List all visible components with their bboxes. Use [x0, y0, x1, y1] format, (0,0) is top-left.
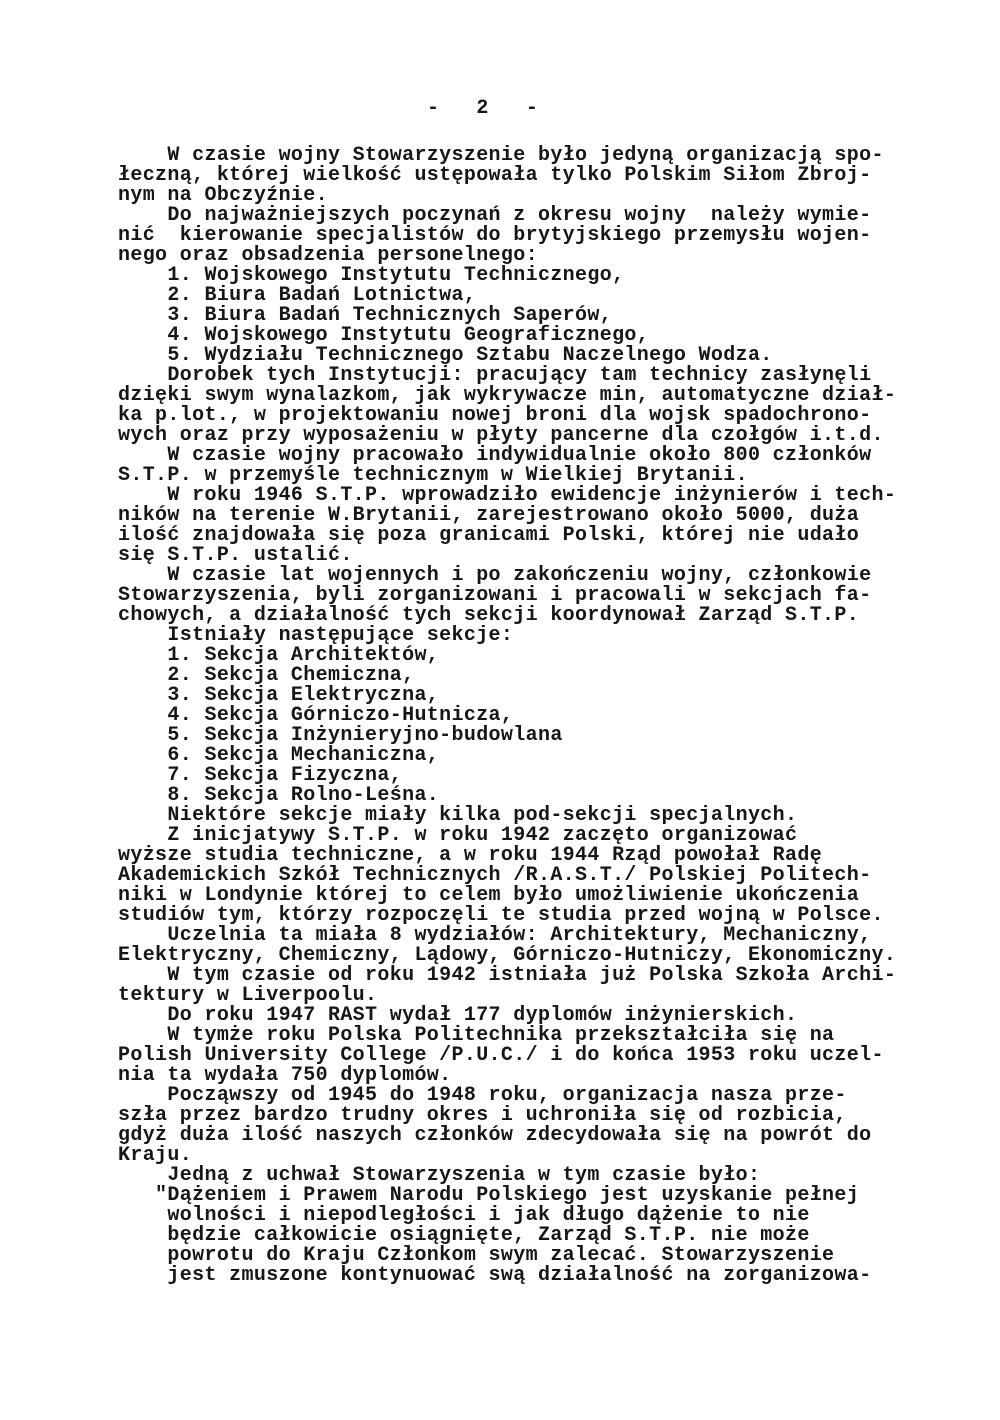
text-line: ników na terenie W.Brytanii, zarejestrowano około 5000, duża: [118, 504, 860, 527]
text-line: 5. Sekcja Inżynieryjno-budowlana: [118, 724, 563, 747]
text-line: Uczelnia ta miała 8 wydziałów: Architektury, Mechaniczny,: [118, 924, 872, 947]
text-line: Akademickich Szkół Technicznych /R.A.S.T./ Polskiej Politech-: [118, 864, 872, 887]
text-line: chowych, a działalność tych sekcji koordynował Zarząd S.T.P.: [118, 604, 860, 627]
text-line: nym na Obczyźnie.: [118, 184, 328, 207]
text-line: Do najważniejszych poczynań z okresu wojny należy wymie-: [118, 204, 872, 227]
text-line: wych oraz przy wyposażeniu w płyty pancerne dla czołgów i.t.d.: [118, 424, 884, 447]
text-line: Elektryczny, Chemiczny, Lądowy, Górniczo-Hutniczy, Ekonomiczny.: [118, 944, 897, 967]
text-line: 1. Sekcja Architektów,: [118, 644, 440, 667]
text-line: powrotu do Kraju Członkom swym zalecać. Stowarzyszenie: [118, 1244, 835, 1267]
text-line: Do roku 1947 RAST wydał 177 dyplomów inżynierskich.: [118, 1004, 798, 1027]
text-line: Niektóre sekcje miały kilka pod-sekcji specjalnych.: [118, 804, 798, 827]
text-line: Polish University College /P.U.C./ i do końca 1953 roku uczel-: [118, 1044, 884, 1067]
text-line: Dorobek tych Instytucji: pracujący tam technicy zasłynęli: [118, 364, 872, 387]
text-line: będzie całkowicie osiągnięte, Zarząd S.T.P. nie może: [118, 1224, 810, 1247]
text-line: W czasie wojny pracowało indywidualnie około 800 członków: [118, 444, 872, 467]
text-line: Stowarzyszenia, byli zorganizowani i pracowali w sekcjach fa-: [118, 584, 872, 607]
text-line: Począwszy od 1945 do 1948 roku, organizacja nasza prze-: [118, 1084, 847, 1107]
text-line: W czasie lat wojennych i po zakończeniu wojny, członkowie: [118, 564, 872, 587]
page-number: - 2 -: [427, 97, 539, 120]
text-line: 2. Sekcja Chemiczna,: [118, 664, 415, 687]
text-line: jest zmuszone kontynuować swą działalność na zorganizowa-: [118, 1264, 872, 1287]
text-line: wyższe studia techniczne, a w roku 1944 Rząd powołał Radę: [118, 844, 823, 867]
text-line: łeczną, której wielkość ustępowała tylko Polskim Siłom Zbroj-: [118, 164, 872, 187]
text-line: szła przez bardzo trudny okres i uchroniła się od rozbicia,: [118, 1104, 847, 1127]
text-line: ilość znajdowała się poza granicami Polski, której nie udało: [118, 524, 860, 547]
document-body: [118, 146, 918, 1286]
text-line: nić kierowanie specjalistów do brytyjskiego przemysłu wojen-: [118, 224, 872, 247]
text-line: W czasie wojny Stowarzyszenie było jedyną organizacją spo-: [118, 144, 884, 167]
text-line: Jedną z uchwał Stowarzyszenia w tym czasie było:: [118, 1164, 761, 1187]
text-line: Z inicjatywy S.T.P. w roku 1942 zaczęto organizować: [118, 824, 798, 847]
text-line: nia ta wydała 750 dyplomów.: [118, 1064, 452, 1087]
text-line: 5. Wydziału Technicznego Sztabu Naczelnego Wodza.: [118, 344, 773, 367]
text-line: 4. Sekcja Górniczo-Hutnicza,: [118, 704, 514, 727]
text-line: 4. Wojskowego Instytutu Geograficznego,: [118, 324, 650, 347]
text-line: się S.T.P. ustalić.: [118, 544, 353, 567]
text-line: nego oraz obsadzenia personelnego:: [118, 244, 538, 267]
text-line: W tymże roku Polska Politechnika przekształciła się na: [118, 1024, 835, 1047]
text-line: W roku 1946 S.T.P. wprowadziło ewidencje inżynierów i tech-: [118, 484, 897, 507]
text-line: 3. Biura Badań Technicznych Saperów,: [118, 304, 613, 327]
text-line: W tym czasie od roku 1942 istniała już Polska Szkoła Archi-: [118, 964, 897, 987]
text-line: "Dążeniem i Prawem Narodu Polskiego jest uzyskanie pełnej: [118, 1184, 860, 1207]
text-line: ka p.lot., w projektowaniu nowej broni dla wojsk spadochrono-: [118, 404, 872, 427]
text-line: 3. Sekcja Elektryczna,: [118, 684, 440, 707]
text-line: 2. Biura Badań Lotnictwa,: [118, 284, 477, 307]
text-line: wolności i niepodległości i jak długo dążenie to nie: [118, 1204, 810, 1227]
text-line: dzięki swym wynalazkom, jak wykrywacze min, automatyczne dział-: [118, 384, 897, 407]
text-line: 8. Sekcja Rolno-Leśna.: [118, 784, 440, 807]
text-line: Kraju.: [118, 1144, 193, 1167]
text-line: studiów tym, którzy rozpoczęli te studia przed wojną w Polsce.: [118, 904, 884, 927]
text-line: S.T.P. w przemyśle technicznym w Wielkiej Brytanii.: [118, 464, 748, 487]
text-line: 7. Sekcja Fizyczna,: [118, 764, 403, 787]
text-line: tektury w Liverpoolu.: [118, 984, 378, 1007]
text-line: 1. Wojskowego Instytutu Technicznego,: [118, 264, 625, 287]
text-line: niki w Londynie której to celem było umożliwienie ukończenia: [118, 884, 860, 907]
text-line: 6. Sekcja Mechaniczna,: [118, 744, 440, 767]
text-line: Istniały następujące sekcje:: [118, 624, 514, 647]
text-line: gdyż duża ilość naszych członków zdecydowała się na powrót do: [118, 1124, 872, 1147]
